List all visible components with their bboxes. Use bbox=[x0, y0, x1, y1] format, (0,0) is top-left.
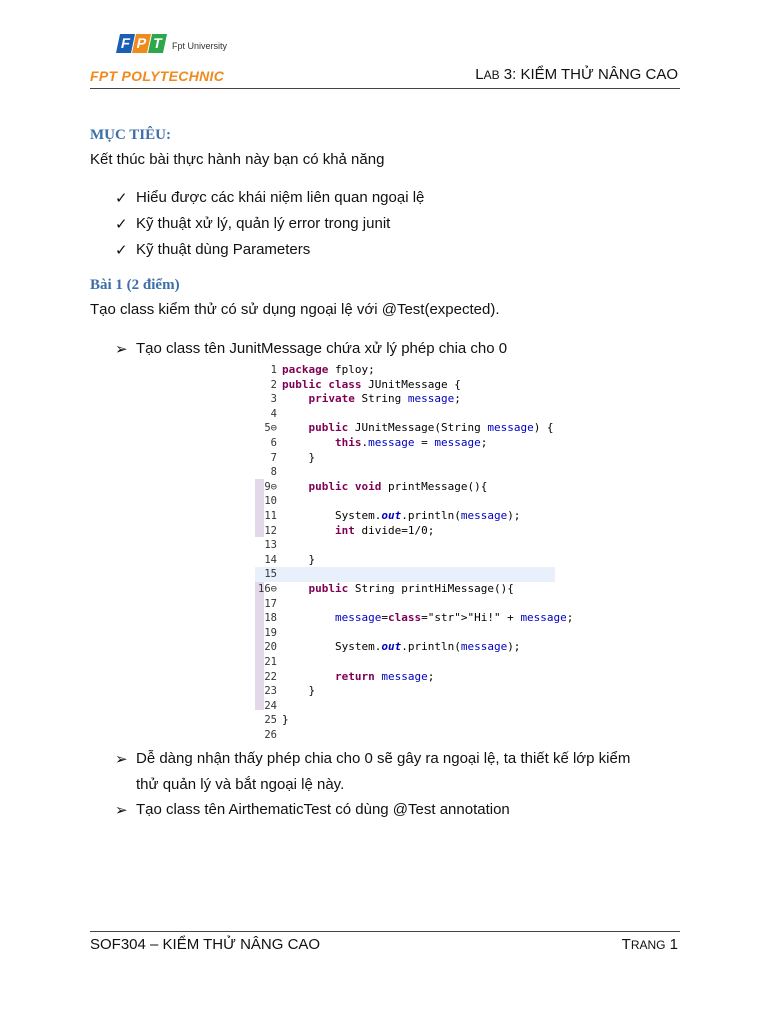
code-screenshot bbox=[255, 363, 574, 746]
code-line bbox=[255, 699, 555, 714]
line-number: 12 bbox=[264, 524, 277, 537]
step-item bbox=[115, 750, 630, 768]
code-line bbox=[255, 378, 555, 393]
line-number: 13 bbox=[264, 539, 277, 552]
code-text: } bbox=[282, 552, 316, 566]
footer-page-smallcaps: RANG bbox=[630, 938, 666, 952]
code-line bbox=[255, 421, 555, 436]
check-icon: ✓ bbox=[115, 216, 128, 233]
step-text: Dễ dàng nhận thấy phép chia cho 0 sẽ gây ra ngoại lệ, ta thiết kế lớp kiểm bbox=[136, 750, 631, 767]
code-line bbox=[255, 524, 555, 539]
footer-rule bbox=[90, 931, 680, 932]
step-item bbox=[115, 340, 507, 358]
line-number: 22 bbox=[264, 670, 277, 683]
code-text: } bbox=[282, 713, 289, 727]
code-line bbox=[255, 553, 555, 568]
logo-subtitle: Fpt University bbox=[172, 41, 228, 51]
code-line bbox=[255, 392, 555, 407]
code-line bbox=[255, 582, 555, 597]
line-number: 11 bbox=[264, 510, 277, 522]
code-line bbox=[255, 728, 555, 743]
objective-text: Kỹ thuật xử lý, quản lý error trong junit bbox=[136, 215, 391, 232]
code-line bbox=[255, 509, 555, 524]
code-line bbox=[255, 626, 555, 641]
arrow-icon: ➢ bbox=[115, 802, 128, 819]
check-icon: ✓ bbox=[115, 242, 128, 259]
line-number: 4 bbox=[270, 407, 277, 420]
lab-title-smallcaps: AB bbox=[483, 68, 500, 82]
check-icon: ✓ bbox=[115, 190, 128, 207]
code-text: private String message; bbox=[308, 392, 461, 406]
code-line bbox=[255, 363, 555, 378]
footer-page-first: T bbox=[621, 936, 631, 953]
step-text: Tạo class tên AirthematicTest có dùng @Test annotation bbox=[136, 801, 510, 818]
line-number: 15 bbox=[264, 568, 277, 581]
code-line bbox=[255, 567, 555, 582]
line-number: 10 bbox=[264, 495, 277, 508]
code-line bbox=[255, 655, 555, 670]
lab-title-first: L bbox=[475, 66, 484, 83]
exercise-desc: Tạo class kiểm thử có sử dụng ngoại lệ với @Test(expected). bbox=[90, 301, 500, 318]
code-line bbox=[255, 407, 555, 422]
footer-page bbox=[622, 936, 678, 953]
code-text: public JUnitMessage(String message) { bbox=[308, 421, 554, 435]
code-line bbox=[255, 538, 555, 553]
lab-title bbox=[475, 66, 678, 83]
step-item bbox=[115, 801, 510, 819]
objective-text: Hiểu được các khái niệm liên quan ngoại lệ bbox=[136, 189, 425, 206]
line-number: 18 bbox=[264, 612, 277, 625]
logo-letter-t: T bbox=[148, 34, 167, 53]
fpt-logo bbox=[118, 34, 227, 64]
line-number: 2 bbox=[270, 378, 277, 391]
arrow-icon: ➢ bbox=[115, 751, 128, 768]
line-number: 19 bbox=[264, 626, 277, 639]
code-text: System.out.println(message); bbox=[282, 509, 521, 522]
code-text: System.out.println(message); bbox=[282, 640, 521, 654]
code-text: } bbox=[282, 684, 316, 698]
line-number: 21 bbox=[264, 656, 277, 668]
code-line bbox=[255, 494, 555, 509]
line-number: 7 bbox=[270, 451, 277, 464]
line-number: 23 bbox=[264, 685, 277, 698]
line-number: 24 bbox=[264, 699, 277, 712]
logo-letter-f: F bbox=[116, 34, 135, 53]
code-line bbox=[255, 713, 555, 728]
line-number: 9⊖ bbox=[264, 480, 277, 493]
code-line bbox=[255, 611, 574, 626]
line-number: 14 bbox=[264, 553, 277, 566]
brand-name: FPT POLYTECHNIC bbox=[90, 68, 225, 84]
logo-letter-p: P bbox=[132, 34, 151, 53]
header-rule bbox=[90, 88, 680, 89]
line-number: 20 bbox=[264, 641, 277, 654]
code-text: message=class="str">"Hi!" + message; bbox=[334, 611, 574, 625]
code-text: return message; bbox=[334, 669, 435, 683]
code-text: public String printHiMessage(){ bbox=[308, 582, 514, 595]
code-line bbox=[255, 451, 555, 466]
step-text-continued: thử quản lý và bắt ngoại lệ này. bbox=[136, 776, 345, 793]
objective-item bbox=[115, 241, 310, 259]
code-line bbox=[255, 597, 555, 612]
line-number: 6 bbox=[270, 437, 277, 449]
line-number: 1 bbox=[270, 364, 277, 376]
code-text: package fploy; bbox=[282, 363, 375, 376]
lab-title-rest: 3: KIỂM THỬ NÂNG CAO bbox=[499, 66, 678, 83]
line-number: 8 bbox=[270, 466, 277, 479]
code-line bbox=[255, 480, 555, 495]
step-text: Tạo class tên JunitMessage chứa xử lý phép chia cho 0 bbox=[136, 340, 508, 357]
objectives-heading: MỤC TIÊU: bbox=[90, 127, 171, 143]
objectives-intro: Kết thúc bài thực hành này bạn có khả năng bbox=[90, 151, 385, 168]
objective-item bbox=[115, 215, 390, 233]
line-number: 26 bbox=[264, 729, 277, 741]
line-number: 17 bbox=[264, 597, 277, 610]
code-text: int divide=1/0; bbox=[334, 523, 435, 537]
line-number: 16⊖ bbox=[258, 583, 277, 595]
arrow-icon: ➢ bbox=[115, 341, 128, 358]
code-line bbox=[255, 670, 555, 685]
page-number: 1 bbox=[665, 936, 678, 953]
line-number: 3 bbox=[270, 393, 277, 406]
footer-course: SOF304 – KIỂM THỬ NÂNG CAO bbox=[90, 936, 321, 953]
code-text: public class JUnitMessage { bbox=[282, 377, 461, 391]
code-line bbox=[255, 436, 555, 451]
code-text: public void printMessage(){ bbox=[308, 479, 488, 493]
code-text: this.message = message; bbox=[334, 436, 488, 449]
code-text: } bbox=[282, 450, 316, 464]
objective-text: Kỹ thuật dùng Parameters bbox=[136, 241, 311, 258]
code-line bbox=[255, 684, 555, 699]
code-line bbox=[255, 640, 555, 655]
code-line bbox=[255, 465, 555, 480]
objective-item bbox=[115, 189, 424, 207]
line-number: 5⊖ bbox=[264, 422, 277, 435]
exercise-title: Bài 1 (2 điểm) bbox=[90, 277, 180, 293]
line-number: 25 bbox=[264, 714, 277, 727]
